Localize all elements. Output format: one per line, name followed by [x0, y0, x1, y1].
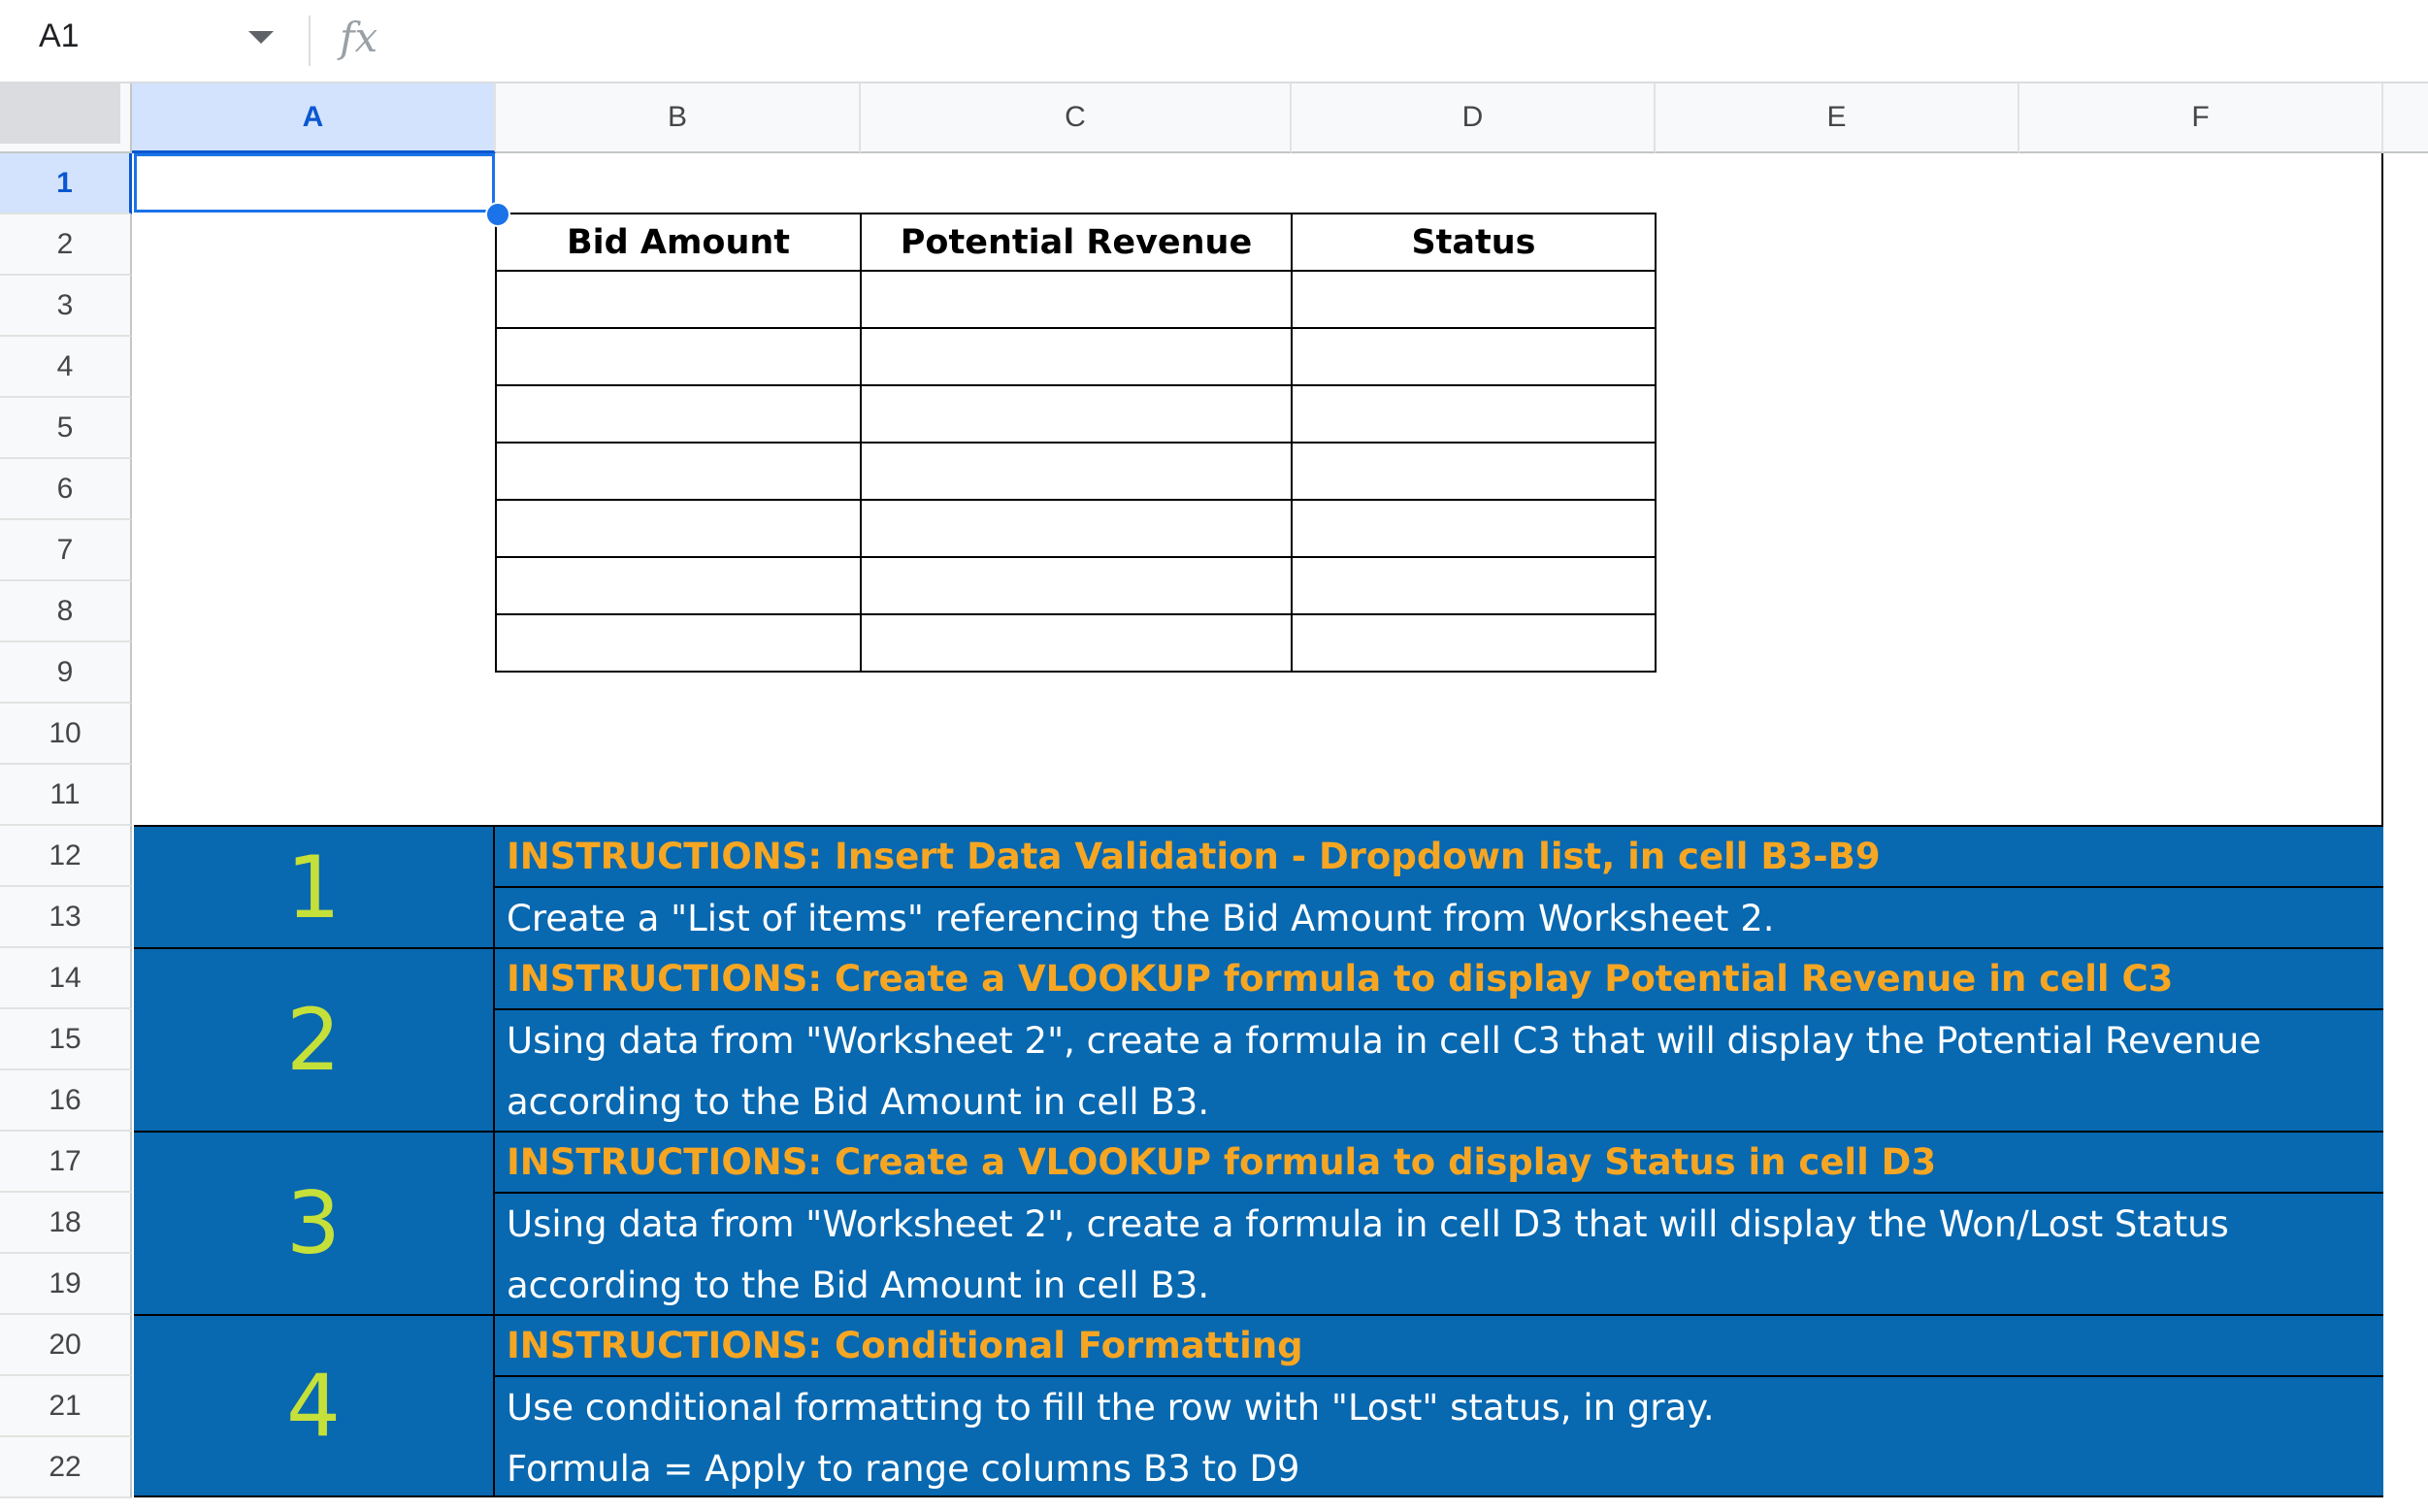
table-row — [496, 614, 1656, 672]
column-header-e[interactable]: E — [1656, 83, 2019, 153]
row-header-1[interactable]: 1 — [0, 153, 132, 214]
cell-d4[interactable] — [1292, 328, 1656, 385]
table-row — [496, 271, 1656, 328]
header-potential-revenue[interactable]: Potential Revenue — [861, 214, 1292, 271]
row-header-21[interactable]: 21 — [0, 1376, 132, 1437]
column-header-b[interactable]: B — [496, 83, 861, 153]
fx-icon: fx — [340, 14, 378, 61]
table-header-row — [496, 214, 1656, 271]
cell-b3[interactable] — [496, 271, 861, 328]
cell-c6[interactable] — [861, 443, 1292, 500]
column-header-d[interactable]: D — [1292, 83, 1656, 153]
chevron-down-icon[interactable] — [248, 31, 274, 44]
instruction-number: 3 — [134, 1133, 495, 1314]
row-header-13[interactable]: 13 — [0, 887, 132, 948]
sheet-border-right — [2381, 153, 2383, 825]
cell-a1-selected[interactable] — [134, 153, 495, 213]
instruction-body — [507, 1194, 2379, 1316]
row-header-14[interactable]: 14 — [0, 948, 132, 1009]
instruction-block-4 — [134, 1314, 2383, 1497]
instruction-line: Using data from "Worksheet 2", create a formula in cell D3 that will display the Won/Lost Status — [507, 1203, 2229, 1245]
cell-b5[interactable] — [496, 385, 861, 443]
row-header-19[interactable]: 19 — [0, 1254, 132, 1315]
instruction-body — [507, 888, 2379, 949]
instruction-line: according to the Bid Amount in cell B3. — [507, 1265, 1210, 1306]
formula-bar — [0, 0, 2428, 83]
cell-d3[interactable] — [1292, 271, 1656, 328]
row-header-16[interactable]: 16 — [0, 1070, 132, 1132]
row-header-2[interactable]: 2 — [0, 214, 132, 276]
row-header-7[interactable]: 7 — [0, 520, 132, 581]
row-header-4[interactable]: 4 — [0, 337, 132, 398]
instruction-line: according to the Bid Amount in cell B3. — [507, 1081, 1210, 1123]
cell-b6[interactable] — [496, 443, 861, 500]
cell-b4[interactable] — [496, 328, 861, 385]
row-header-5[interactable]: 5 — [0, 398, 132, 459]
name-box[interactable]: A1 — [39, 17, 80, 54]
row-header-11[interactable]: 11 — [0, 765, 132, 826]
instruction-body — [507, 1377, 2379, 1499]
cell-d9[interactable] — [1292, 614, 1656, 672]
row-header-9[interactable]: 9 — [0, 642, 132, 704]
table-row — [496, 557, 1656, 614]
cell-d5[interactable] — [1292, 385, 1656, 443]
cell-d6[interactable] — [1292, 443, 1656, 500]
instruction-block-1 — [134, 825, 2383, 947]
row-header-12[interactable]: 12 — [0, 826, 132, 887]
formula-bar-divider — [309, 16, 311, 66]
select-all-corner-fill — [0, 83, 120, 144]
table-row — [496, 500, 1656, 557]
cell-c4[interactable] — [861, 328, 1292, 385]
table-row — [496, 385, 1656, 443]
instruction-line: Create a "List of items" referencing the Bid Amount from Worksheet 2. — [507, 898, 1775, 939]
row-header-15[interactable]: 15 — [0, 1009, 132, 1070]
instruction-block-2 — [134, 947, 2383, 1131]
cell-c8[interactable] — [861, 557, 1292, 614]
row-header-3[interactable]: 3 — [0, 276, 132, 337]
cell-b8[interactable] — [496, 557, 861, 614]
cell-c9[interactable] — [861, 614, 1292, 672]
cell-d8[interactable] — [1292, 557, 1656, 614]
instruction-line: Using data from "Worksheet 2", create a formula in cell C3 that will display the Potential Revenue — [507, 1020, 2262, 1062]
header-status[interactable]: Status — [1292, 214, 1656, 271]
instruction-title: INSTRUCTIONS: Insert Data Validation - Dropdown list, in cell B3-B9 — [507, 836, 1881, 877]
row-header-18[interactable]: 18 — [0, 1193, 132, 1254]
cell-c5[interactable] — [861, 385, 1292, 443]
instruction-number: 1 — [134, 827, 495, 947]
instruction-block-3 — [134, 1131, 2383, 1314]
instruction-title: INSTRUCTIONS: Create a VLOOKUP formula to display Status in cell D3 — [507, 1141, 1937, 1183]
instruction-title: INSTRUCTIONS: Conditional Formatting — [507, 1325, 1303, 1366]
cell-b7[interactable] — [496, 500, 861, 557]
instruction-body — [507, 1010, 2379, 1133]
cell-d7[interactable] — [1292, 500, 1656, 557]
row-header-20[interactable]: 20 — [0, 1315, 132, 1376]
instruction-line: Formula = Apply to range columns B3 to D9 — [507, 1448, 1300, 1490]
instruction-title: INSTRUCTIONS: Create a VLOOKUP formula to display Potential Revenue in cell C3 — [507, 958, 2174, 1000]
column-header-c[interactable]: C — [861, 83, 1292, 153]
row-header-22[interactable]: 22 — [0, 1437, 132, 1498]
row-header-8[interactable]: 8 — [0, 581, 132, 642]
instruction-number: 2 — [134, 949, 495, 1131]
bid-table — [495, 213, 1657, 673]
column-header-overflow — [2383, 83, 2428, 153]
instruction-line: Use conditional formatting to fill the row with "Lost" status, in gray. — [507, 1387, 1715, 1429]
row-header-10[interactable]: 10 — [0, 704, 132, 765]
column-header-f[interactable]: F — [2019, 83, 2383, 153]
table-row — [496, 443, 1656, 500]
cell-c3[interactable] — [861, 271, 1292, 328]
column-header-a[interactable]: A — [132, 83, 496, 153]
table-row — [496, 328, 1656, 385]
row-header-6[interactable]: 6 — [0, 459, 132, 520]
header-bid-amount[interactable]: Bid Amount — [496, 214, 861, 271]
fill-handle[interactable] — [485, 202, 510, 227]
row-header-17[interactable]: 17 — [0, 1132, 132, 1193]
formula-input[interactable] — [408, 10, 2411, 74]
cell-c7[interactable] — [861, 500, 1292, 557]
cell-b9[interactable] — [496, 614, 861, 672]
instruction-number: 4 — [134, 1316, 495, 1496]
